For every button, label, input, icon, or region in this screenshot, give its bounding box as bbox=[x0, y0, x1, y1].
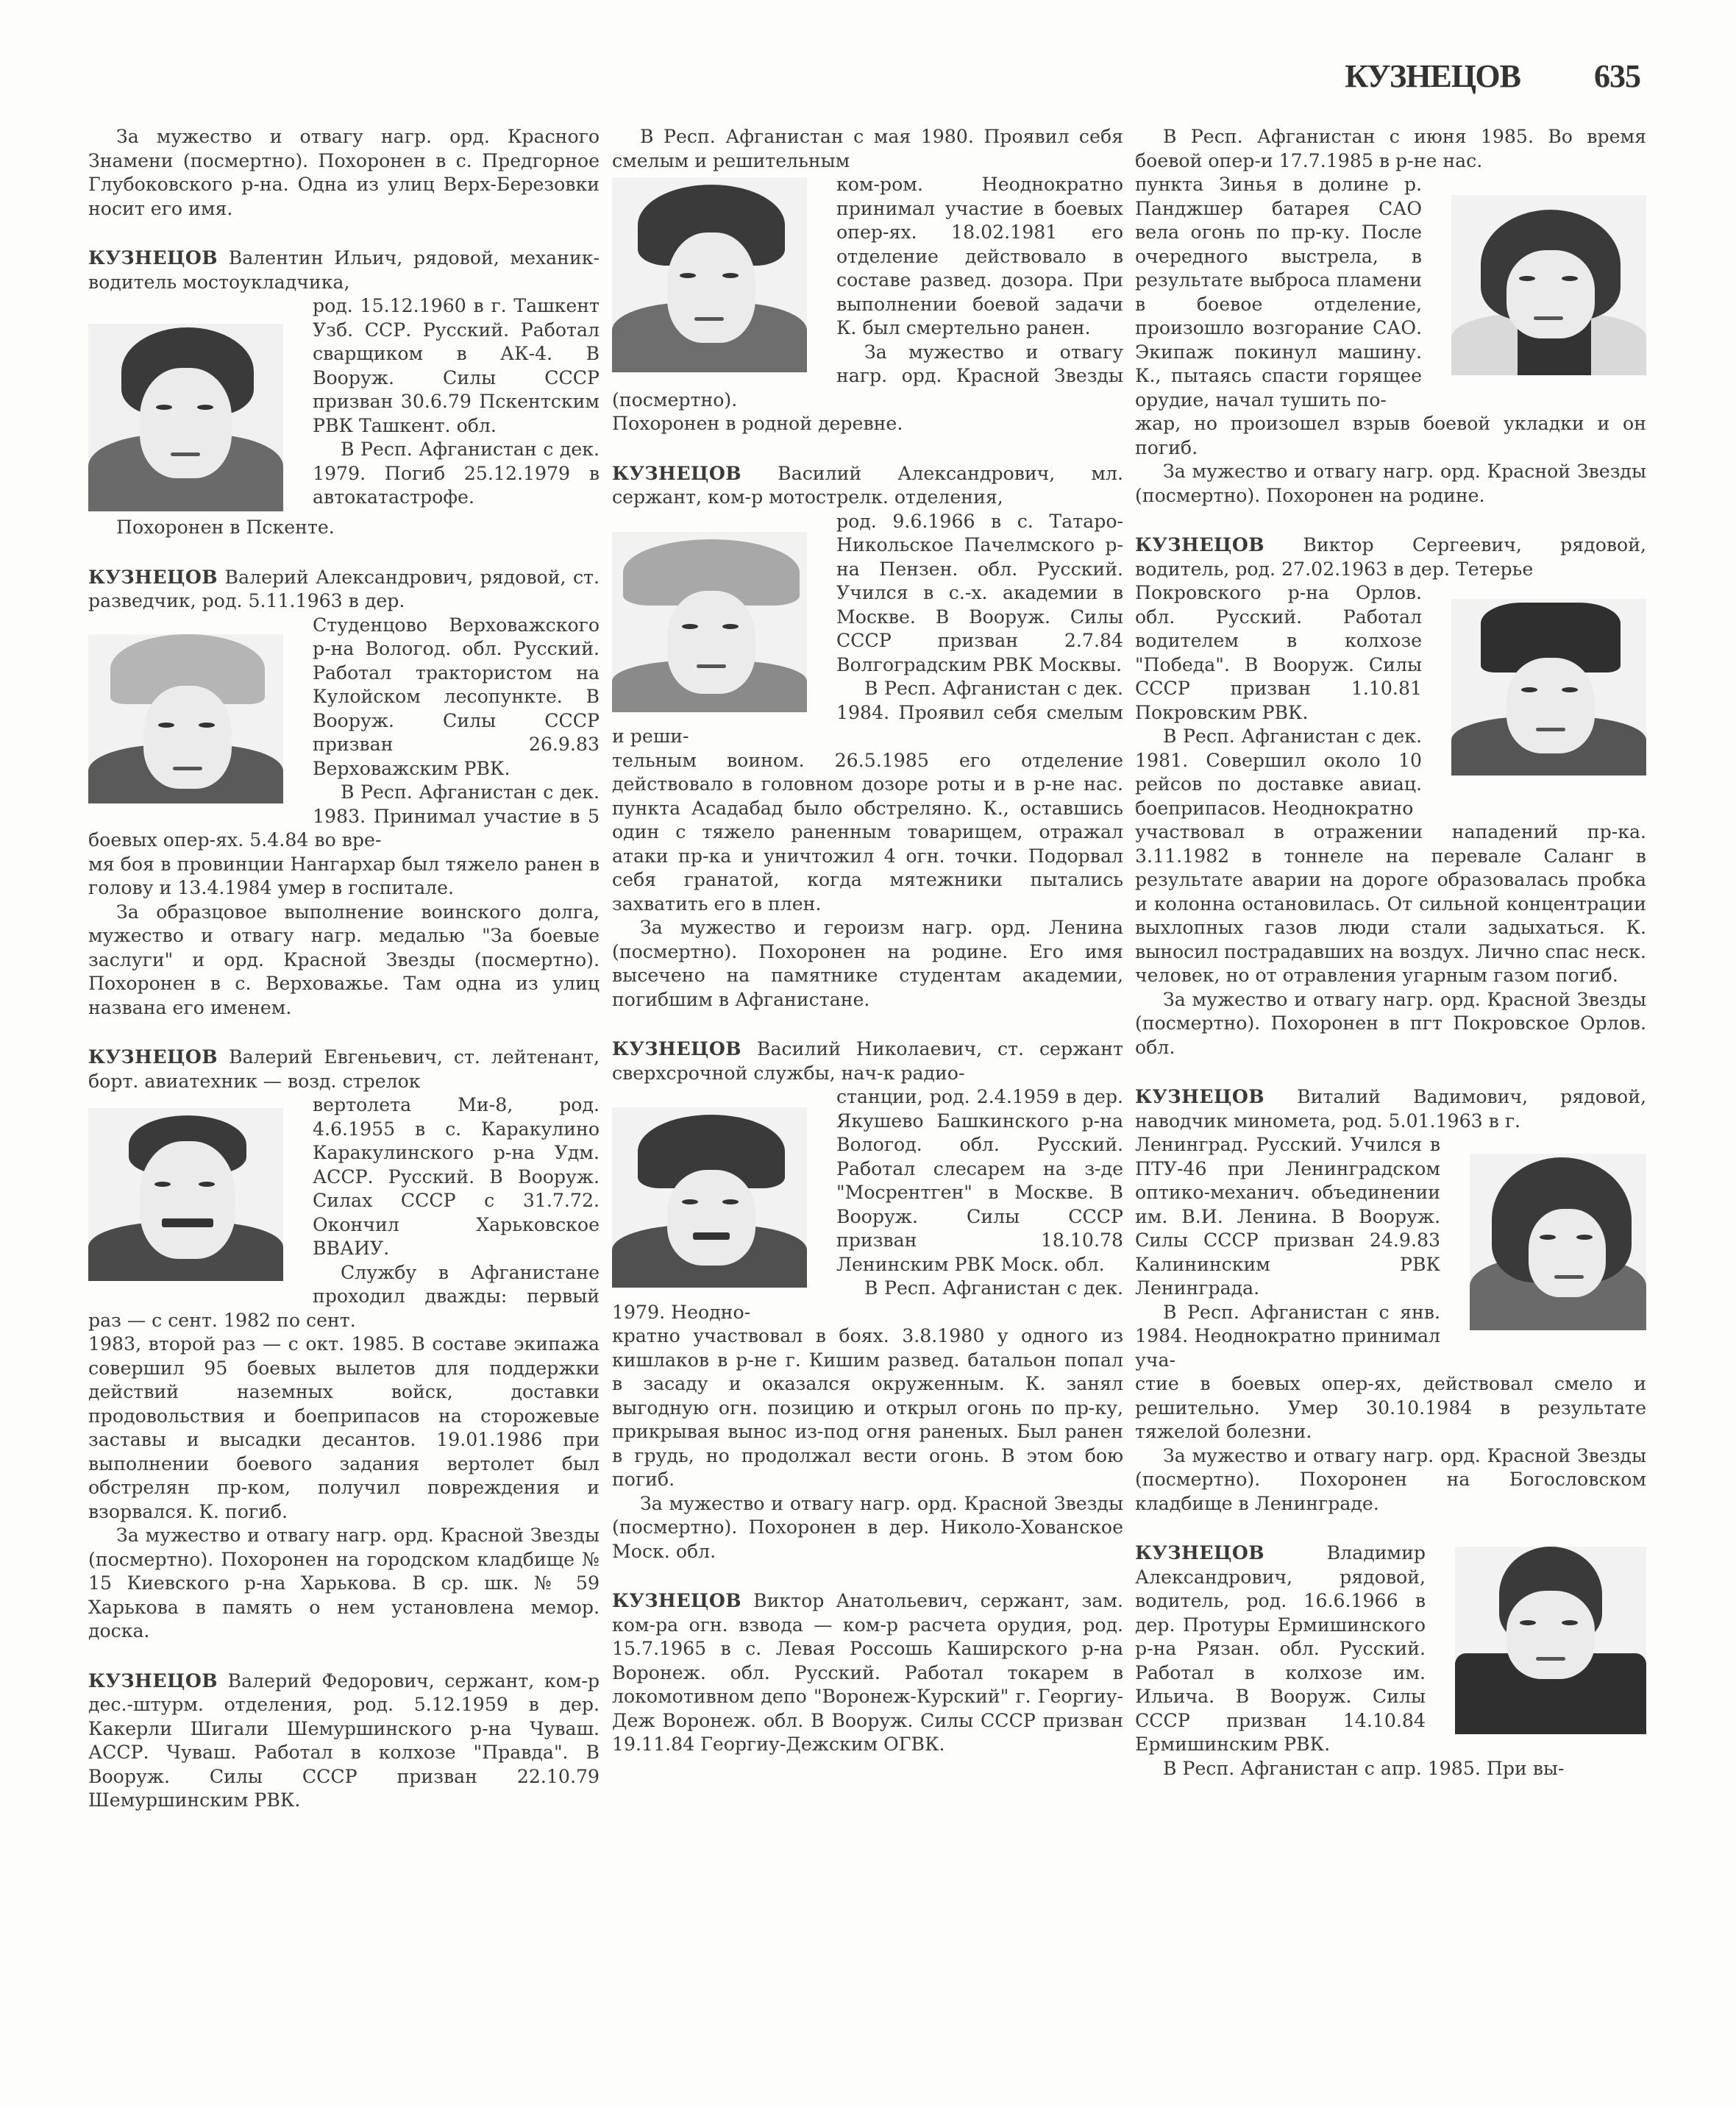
entry-intro: Виктор Анатольевич, сержант, зам. ком-ра огн. взвода — ком-р расчета орудия, род. 15.7.1965 в с. Левая Россошь Каширского р-на Воронеж. обл. Русский. Работал токарем в локомотивном депо "Воронеж-Курский" г. Георгиу-Деж Воронеж. обл. В Вооруж. Силы СССР призван 19.11.84 Георгиу-Дежским ОГВК. bbox=[612, 1590, 1123, 1755]
entry-intro: Валерий Александрович, рядовой, ст. разведчик, род. 5.11.1963 в дер. bbox=[88, 566, 600, 611]
entry-text: В Респ. Афганистан с янв. 1984. Неоднократно принимал уча- bbox=[1135, 1301, 1440, 1371]
entry-text: В Респ. Афганистан с дек. 1983. Принимал участие в 5 боевых опер-ях. 5.4.84 во вре- bbox=[88, 781, 600, 851]
entry-text: участвовал в отражении нападений пр-ка. 3.11.1982 в тоннеле на перевале Саланг в результате аварии на дороге образовалась пробка и колонна остановилась. От сильной концентрации выхлопных газов люди стали задыхаться. К. выносил пострадавших на воздух. Лично спас неск. человек, но от отравления угарным газом погиб. bbox=[1135, 821, 1646, 986]
entry-text: тельным воином. 26.5.1985 его отделение действовало в головном дозоре роты и в р-не нас. пункта Асадабад было обстреляно. К., оставшись один с тяжело раненным товарищем, отражал атаки пр-ка и уничтожил 4 огн. точки. Подорвал себя гранатой, когда мятежники пытались захватить его в плен. bbox=[612, 749, 1123, 915]
portrait-photo bbox=[612, 177, 807, 372]
entry-surname: КУЗНЕЦОВ bbox=[612, 1037, 742, 1060]
entry-text: Ленинград. Русский. Учился в ПТУ-46 при Ленинградском оптико-механич. объединении им. В.И. Ленина. В Вооруж. Силы СССР призван 24.9.83 Калининским РВК Ленинграда. bbox=[1135, 1134, 1440, 1299]
entry-text: В Респ. Афганистан с апр. 1985. При вы- bbox=[1163, 1757, 1565, 1779]
entry-text: За мужество и отвагу нагр. орд. Красной Звезды (посмертно). Похоронен на Богословском кладбище в Ленинграде. bbox=[1135, 1444, 1646, 1514]
entry-valeriy-aleksandrovich bbox=[88, 565, 600, 1021]
entry-vitaliy-vadimovich bbox=[1135, 1085, 1646, 1516]
column-2 bbox=[612, 125, 1123, 1782]
portrait-photo bbox=[1455, 1547, 1646, 1734]
running-title: КУЗНЕЦОВ bbox=[1345, 58, 1520, 94]
entry-continuation bbox=[612, 125, 1123, 436]
entry-text: жар, но произошел взрыв боевой укладки и он погиб. bbox=[1135, 413, 1646, 458]
entry-text: Похоронен в Пскенте. bbox=[116, 517, 335, 538]
entry-text: Студенцово Верховажского р-на Вологод. обл. Русский. Работал трактористом на Кулойском лесопункте. В Вооруж. Силы СССР призван 26.9.83 Верховажским РВК. bbox=[313, 614, 600, 779]
entry-surname: КУЗНЕЦОВ bbox=[88, 1046, 218, 1068]
portrait-photo bbox=[88, 634, 283, 803]
entry-viktor-sergeevich bbox=[1135, 533, 1646, 1060]
entry-text: В Респ. Афганистан с дек. 1981. Совершил около 10 рейсов по доставке авиац. боеприпасов. Неоднократно bbox=[1135, 725, 1422, 819]
entry-text: станции, род. 2.4.1959 в дер. Якушево Башкинского р-на Вологод. обл. Русский. Работал слесарем на з-де "Мосрентген" в Москве. В Вооруж. Силы СССР призван 18.10.78 Ленинским РВК Моск. обл. bbox=[836, 1086, 1123, 1275]
portrait-photo bbox=[612, 532, 807, 712]
entry-paragraph: За мужество и отвагу нагр. орд. Красного Знамени (посмертно). Похоронен в с. Предгорное Глубоковского р-на. Одна из улиц Верх-Березовки носит его имя. bbox=[88, 126, 600, 219]
entry-text: вертолета Ми-8, род. 4.6.1955 в с. Каракулино Каракулинского р-на Удм. АССР. Русский. В Вооруж. Силах СССР с 31.7.72. Окончил Харьковское ВВАИУ. bbox=[313, 1094, 600, 1259]
entry-intro: Владимир Александрович, рядовой, водитель, род. 16.6.1966 в дер. Протуры Ермишинского р-на Рязан. обл. Русский. Работал в колхозе им. Ильича. В Вооруж. Силы СССР призван 14.10.84 Ермишинским РВК. bbox=[1135, 1542, 1426, 1755]
entry-intro: Василий Александрович, мл. сержант, ком-р мотострелк. отделения, bbox=[612, 462, 1123, 508]
entry-surname: КУЗНЕЦОВ bbox=[88, 565, 218, 588]
entry-text: род. 9.6.1966 в с. Татаро-Никольское Пачелмского р-на Пензен. обл. Русский. Учился в с.-х. академии в Москве. В Вооруж. Силы СССР призван 2.7.84 Волгоградским РВК Москвы. bbox=[836, 510, 1123, 675]
entry-text: За мужество и отвагу нагр. орд. Красной Звезды (посмертно). Похоронен на родине. bbox=[1135, 461, 1646, 506]
entry-text: За мужество и отвагу нагр. орд. Красной Звезды (посмертно). bbox=[612, 341, 1123, 411]
entry-vasiliy-nikolaevich bbox=[612, 1037, 1123, 1564]
entry-viktor-anatolevich bbox=[612, 1589, 1123, 1757]
entry-intro: Валерий Евгеньевич, ст. лейтенант, борт. авиатехник — возд. стрелок bbox=[88, 1046, 600, 1092]
entry-surname: КУЗНЕЦОВ bbox=[1135, 1085, 1265, 1107]
entry-text: Службу в Афганистане проходил дважды: первый раз — с сент. 1982 по сент. bbox=[88, 1261, 600, 1331]
entry-intro: Виталий Вадимович, рядовой, наводчик миномета, род. 5.01.1963 в г. bbox=[1135, 1086, 1646, 1132]
entry-text: За мужество и героизм нагр. орд. Ленина (посмертно). Похоронен на родине. Его имя высечено на памятнике студентам академии, погибшим в Афганистане. bbox=[612, 917, 1123, 1010]
entry-text: В Респ. Афганистан с июня 1985. Во время боевой опер-и 17.7.1985 в р-не нас. bbox=[1135, 126, 1646, 171]
column-1 bbox=[88, 125, 600, 1838]
portrait-photo bbox=[1451, 195, 1646, 375]
entry-text: род. 15.12.1960 в г. Ташкент Узб. ССР. Русский. Работал сварщиком в АК-4. В Вооруж. Силы СССР призван 30.6.79 Пскентским РВК Ташкент. обл. bbox=[313, 295, 600, 436]
entry-text: ком-ром. Неоднократно принимал участие в боевых опер-ях. 18.02.1981 его отделение действовало в составе развед. дозора. При выполнении боевой задачи К. был смертельно ранен. bbox=[836, 174, 1123, 338]
portrait-photo bbox=[612, 1107, 807, 1288]
entry-text: Похоронен в родной деревне. bbox=[612, 413, 903, 434]
entry-text: кратно участвовал в боях. 3.8.1980 у одного из кишлаков в р-не г. Кишим развед. батальон попал в засаду и оказался окруженным. К. занял выгодную огн. позицию и открыл огонь по пр-ку, прикрывая вынос из-под огня раненых. Был ранен в грудь, но продолжал вести огонь. В этом бою погиб. bbox=[612, 1325, 1123, 1490]
portrait-photo bbox=[1451, 599, 1646, 776]
entry-surname: КУЗНЕЦОВ bbox=[1135, 1541, 1265, 1564]
entry-text: В Респ. Афганистан с мая 1980. Проявил себя смелым и решительным bbox=[612, 126, 1123, 171]
portrait-photo bbox=[88, 1108, 283, 1281]
entry-surname: КУЗНЕЦОВ bbox=[612, 461, 742, 484]
column-3 bbox=[1135, 125, 1646, 1806]
entry-intro: Валентин Ильич, рядовой, механик-водитель мостоукладчика, bbox=[88, 247, 600, 293]
portrait-photo bbox=[88, 324, 283, 511]
entry-text: В Респ. Афганистан с дек. 1979. Неодно- bbox=[612, 1277, 1123, 1323]
entry-surname: КУЗНЕЦОВ bbox=[88, 246, 218, 269]
entry-text: стие в боевых опер-ях, действовал смело и решительно. Умер 30.10.1984 в результате тяжелой болезни. bbox=[1135, 1373, 1646, 1442]
entry-text: пункта Зинья в долине р. Панджшер батарея САО вела огонь по пр-ку. После очередного выстрела, в результате выброса пламени в боевое отделение, произошло возгорание САО. Экипаж покинул машину. К., пытаясь спасти горящее орудие, начал тушить по- bbox=[1135, 174, 1422, 411]
entry-text: В Респ. Афганистан с дек. 1984. Проявил себя смелым и реши- bbox=[612, 678, 1123, 747]
entry-vladimir-aleksandrovich bbox=[1135, 1541, 1646, 1781]
portrait-photo bbox=[1470, 1154, 1646, 1330]
entry-text: За образцовое выполнение воинского долга, мужество и отвагу нагр. медалью "За боевые заслуги" и орд. Красной Звезды (посмертно). Похоронен в с. Верховажье. Там одна из улиц названа его именем. bbox=[88, 901, 600, 1018]
entry-valeriy-fedorovich bbox=[88, 1669, 600, 1813]
entry-text: В Респ. Афганистан с дек. 1979. Погиб 25.12.1979 в автокатастрофе. bbox=[313, 439, 600, 508]
entry-intro: Виктор Сергеевич, рядовой, водитель, род. 27.02.1963 в дер. Тетерье bbox=[1135, 534, 1646, 580]
entry-surname: КУЗНЕЦОВ bbox=[88, 1669, 218, 1692]
entry-surname: КУЗНЕЦОВ bbox=[1135, 533, 1265, 556]
entry-text: За мужество и отвагу нагр. орд. Красной Звезды (посмертно). Похоронен на городском кладбище № 15 Киевского р-на Харькова. В ср. шк. № 59 Харькова в память о нем установлена мемор. доска. bbox=[88, 1525, 600, 1642]
entry-text: За мужество и отвагу нагр. орд. Красной Звезды (посмертно). Похоронен в дер. Николо-Хованское Моск. обл. bbox=[612, 1492, 1123, 1562]
entry-text: мя боя в провинции Нангархар был тяжело ранен в голову и 13.4.1984 умер в госпитале. bbox=[88, 853, 600, 898]
page-number: 635 bbox=[1594, 58, 1640, 94]
entry-continuation bbox=[88, 125, 600, 221]
entry-intro: Василий Николаевич, ст. сержант сверхсрочной службы, нач-к радио- bbox=[612, 1038, 1123, 1084]
entry-text: Покровского р-на Орлов. обл. Русский. Работал водителем в колхозе "Победа". В Вооруж. Силы СССР призван 1.10.81 Покровским РВК. bbox=[1135, 582, 1422, 723]
entry-continuation bbox=[1135, 125, 1646, 508]
entry-vasiliy-aleksandrovich bbox=[612, 461, 1123, 1012]
entry-surname: КУЗНЕЦОВ bbox=[612, 1589, 742, 1611]
entry-valentin-ilich bbox=[88, 246, 600, 540]
entry-text: За мужество и отвагу нагр. орд. Красной Звезды (посмертно). Похоронен в пгт Покровское Орлов. обл. bbox=[1135, 988, 1646, 1058]
running-head bbox=[1345, 57, 1640, 95]
entry-intro: Валерий Федорович, сержант, ком-р дес.-штурм. отделения, род. 5.12.1959 в дер. Какерли Шигали Шемуршинского р-на Чуваш. АССР. Чуваш. Работал в колхозе "Правда". В Вооруж. Силы СССР призван 22.10.79 Шемуршинским РВК. bbox=[88, 1669, 600, 1811]
entry-valeriy-evgenevich bbox=[88, 1045, 600, 1644]
entry-text: 1983, второй раз — с окт. 1985. В составе экипажа совершил 95 боевых вылетов для поддержки действий наземных войск, доставки продовольствия и боеприпасов на сторожевые заставы и высадки десантов. 19.01.1986 при выполнении боевого задания вертолет был обстрелян пр-ком, получил повреждения и взорвался. К. погиб. bbox=[88, 1333, 600, 1522]
